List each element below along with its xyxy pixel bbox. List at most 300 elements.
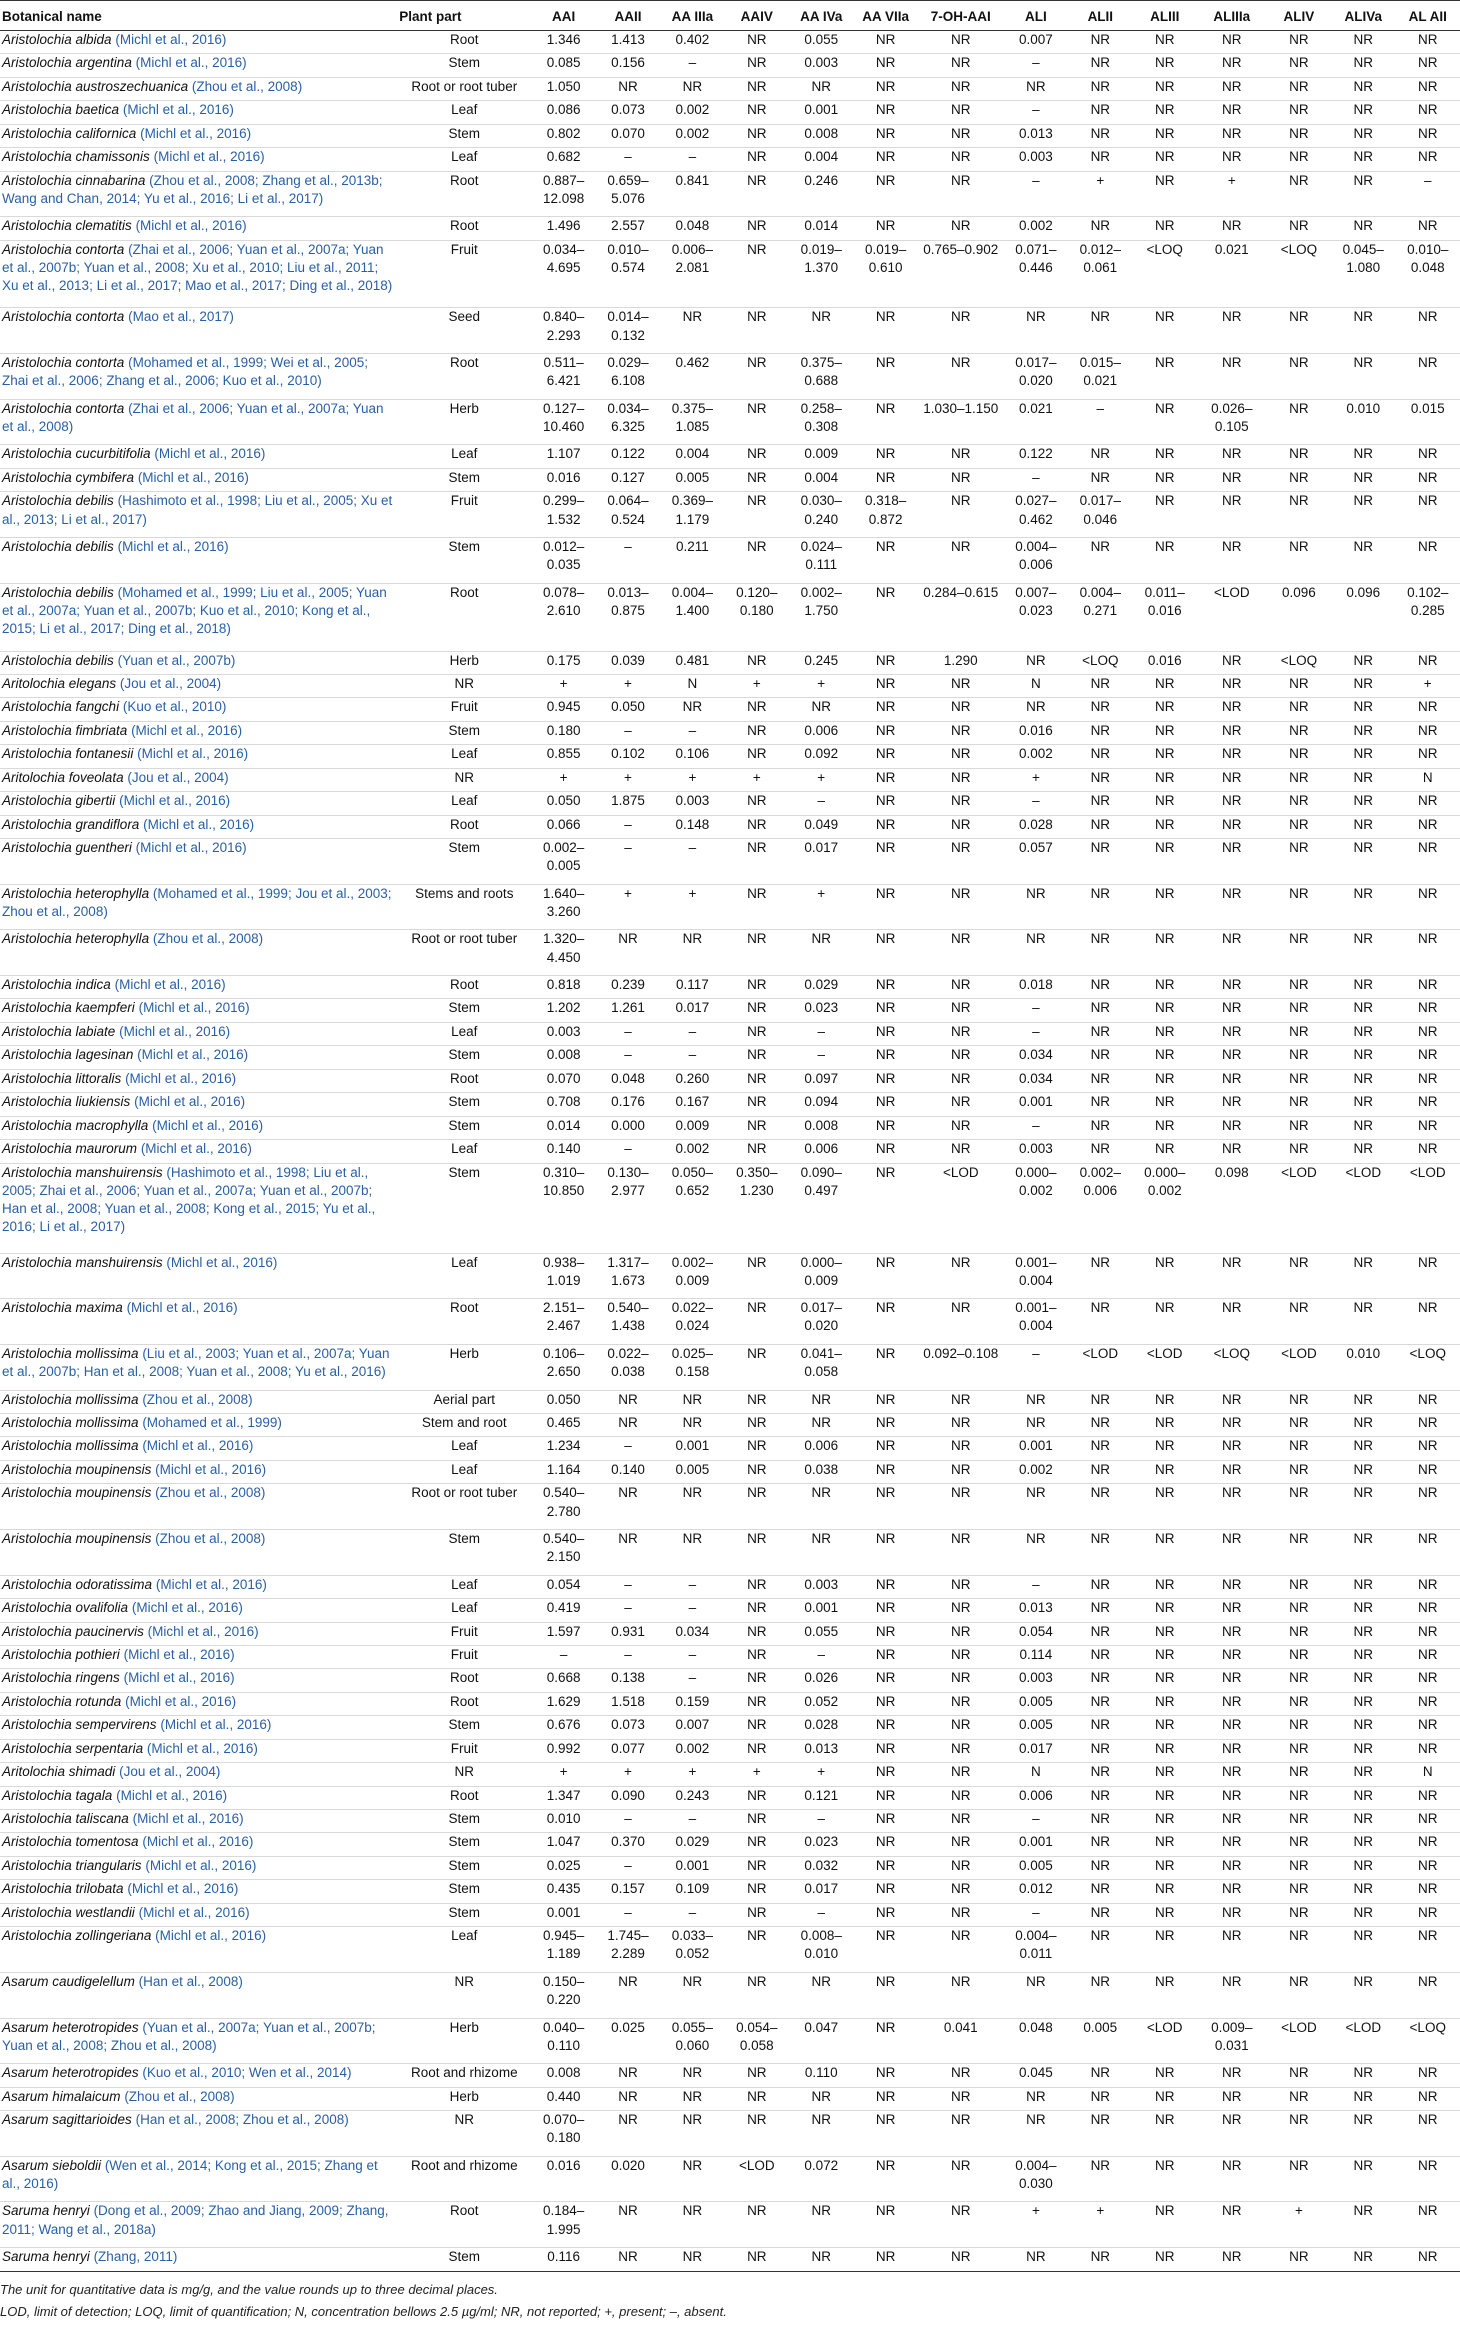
species-name: Saruma henryi bbox=[2, 2203, 90, 2219]
value-cell: NR bbox=[918, 1903, 1004, 1926]
value-cell: NR bbox=[1396, 792, 1460, 815]
table-row bbox=[0, 492, 1460, 538]
value-cell: 0.148 bbox=[660, 815, 724, 838]
value-cell: 1.164 bbox=[531, 1460, 595, 1483]
value-cell: 0.022–0.024 bbox=[660, 1299, 724, 1345]
plant-part-cell: Fruit bbox=[397, 240, 531, 308]
value-cell: NR bbox=[918, 815, 1004, 838]
botanical-name-cell bbox=[0, 2111, 397, 2157]
value-cell: NR bbox=[918, 1253, 1004, 1299]
reference-links[interactable]: (Kuo et al., 2010) bbox=[122, 699, 227, 715]
reference-links[interactable]: (Michl et al., 2016) bbox=[155, 1928, 267, 1944]
botanical-name-cell bbox=[0, 445, 397, 468]
value-cell: 1.347 bbox=[531, 1786, 595, 1809]
reference-links[interactable]: (Zhai et al., 2006; Yuan et al., 2007a; Yuan et al., 2008) bbox=[2, 400, 384, 435]
value-cell: NR bbox=[918, 101, 1004, 124]
plant-part-cell: Stem bbox=[397, 1116, 531, 1139]
table-row bbox=[0, 468, 1460, 491]
value-cell: <LOD bbox=[1267, 1344, 1331, 1390]
value-cell: 0.021 bbox=[1197, 240, 1267, 308]
value-cell: NR bbox=[853, 1880, 917, 1903]
value-cell: NR bbox=[1396, 1046, 1460, 1069]
value-cell: – bbox=[596, 1810, 660, 1833]
reference-links[interactable]: (Wen et al., 2014; Kong et al., 2015; Zhang et al., 2016) bbox=[2, 2157, 378, 2191]
value-cell: 1.413 bbox=[596, 30, 660, 53]
reference-links[interactable]: (Michl et al., 2016) bbox=[154, 446, 266, 462]
reference-links[interactable]: (Jou et al., 2004) bbox=[119, 675, 222, 691]
value-cell: NR bbox=[918, 1414, 1004, 1437]
reference-links[interactable]: (Mohamed et al., 1999; Wei et al., 2005; Zhai et al., 2006; Zhang et al., 2006; Kuo et al., 2010) bbox=[2, 355, 368, 389]
value-cell: 0.029 bbox=[660, 1833, 724, 1856]
species-name: Asarum heterotropides bbox=[2, 2019, 139, 2035]
column-header: ALI bbox=[1004, 1, 1068, 31]
value-cell: NR bbox=[725, 148, 789, 171]
reference-links[interactable]: (Michl et al., 2016) bbox=[140, 1141, 252, 1157]
table-row bbox=[0, 2202, 1460, 2248]
plant-part-cell: Aerial part bbox=[397, 1390, 531, 1413]
value-cell: NR bbox=[1331, 1140, 1395, 1163]
reference-links[interactable]: (Mao et al., 2017) bbox=[128, 309, 234, 325]
value-cell: NR bbox=[725, 445, 789, 468]
reference-links[interactable]: (Zhou et al., 2008) bbox=[191, 78, 303, 94]
value-cell: NR bbox=[1133, 217, 1197, 240]
value-cell: 0.092–0.108 bbox=[918, 1344, 1004, 1390]
reference-links[interactable]: (Michl et al., 2016) bbox=[131, 1600, 243, 1616]
reference-links[interactable]: (Jou et al., 2004) bbox=[119, 1764, 221, 1780]
reference-links[interactable]: (Michl et al., 2016) bbox=[152, 1117, 264, 1133]
value-cell: 0.041–0.058 bbox=[789, 1344, 853, 1390]
value-cell: NR bbox=[1133, 1927, 1197, 1973]
value-cell: NR bbox=[1197, 1575, 1267, 1598]
value-cell: 0.090–0.497 bbox=[789, 1163, 853, 1253]
value-cell: 0.003 bbox=[660, 792, 724, 815]
value-cell: 0.011–0.016 bbox=[1133, 583, 1197, 651]
table-row bbox=[0, 399, 1460, 445]
value-cell: NR bbox=[1068, 1069, 1132, 1092]
value-cell: 0.010 bbox=[1331, 399, 1395, 445]
value-cell: NR bbox=[725, 1622, 789, 1645]
value-cell: NR bbox=[1068, 1669, 1132, 1692]
value-cell: NR bbox=[918, 1575, 1004, 1598]
value-cell: NR bbox=[1331, 77, 1395, 100]
value-cell: 0.025 bbox=[531, 1856, 595, 1879]
value-cell: NR bbox=[1068, 445, 1132, 468]
reference-links[interactable]: (Michl et al., 2016) bbox=[145, 1857, 257, 1873]
reference-links[interactable]: (Zhou et al., 2008) bbox=[124, 2088, 235, 2104]
plant-part-cell: Stem bbox=[397, 839, 531, 885]
column-header: AAI bbox=[531, 1, 595, 31]
value-cell: 0.015–0.021 bbox=[1068, 354, 1132, 400]
value-cell: NR bbox=[725, 537, 789, 583]
value-cell: NR bbox=[660, 2111, 724, 2157]
value-cell: 0.668 bbox=[531, 1669, 595, 1692]
reference-links[interactable]: (Michl et al., 2016) bbox=[125, 1070, 237, 1086]
value-cell: <LOQ bbox=[1068, 651, 1132, 674]
value-cell: NR bbox=[1133, 1622, 1197, 1645]
value-cell: NR bbox=[1396, 1299, 1460, 1345]
value-cell: 0.167 bbox=[660, 1093, 724, 1116]
reference-links[interactable]: (Michl et al., 2016) bbox=[153, 149, 265, 165]
reference-links[interactable]: (Michl et al., 2016) bbox=[122, 102, 234, 118]
value-cell: 0.004–0.030 bbox=[1004, 2156, 1068, 2202]
value-cell: NR bbox=[1267, 1299, 1331, 1345]
value-cell: 1.261 bbox=[596, 999, 660, 1022]
value-cell: 0.002–1.750 bbox=[789, 583, 853, 651]
value-cell: + bbox=[1396, 674, 1460, 697]
reference-links[interactable]: (Zhou et al., 2008) bbox=[142, 1391, 253, 1407]
table-row bbox=[0, 54, 1460, 77]
value-cell: 0.002 bbox=[660, 1140, 724, 1163]
value-cell: NR bbox=[660, 77, 724, 100]
value-cell: 2.151–2.467 bbox=[531, 1299, 595, 1345]
botanical-name-cell bbox=[0, 1903, 397, 1926]
value-cell: NR bbox=[1331, 1253, 1395, 1299]
value-cell: 0.004–0.271 bbox=[1068, 583, 1132, 651]
reference-links[interactable]: (Zhai et al., 2006; Yuan et al., 2007a; Yuan et al., 2007b; Yuan et al., 2008; Xu et al., 2010; Liu et al., 2011; Xu et al., 2013; Li et al., 2017; Mao et al., 2017; Ding et al., 2018) bbox=[2, 241, 393, 294]
value-cell: NR bbox=[1068, 1575, 1132, 1598]
species-name: Aristolochia indica bbox=[2, 977, 111, 992]
value-cell: 0.659–5.076 bbox=[596, 171, 660, 217]
value-cell: NR bbox=[1133, 399, 1197, 445]
reference-links[interactable]: (Michl et al., 2016) bbox=[123, 1646, 235, 1662]
value-cell: NR bbox=[725, 54, 789, 77]
value-cell: NR bbox=[918, 468, 1004, 491]
value-cell: 0.049 bbox=[789, 815, 853, 838]
table-row bbox=[0, 148, 1460, 171]
value-cell: 0.239 bbox=[596, 976, 660, 999]
botanical-name-cell bbox=[0, 492, 397, 538]
value-cell: NR bbox=[596, 77, 660, 100]
plant-part-cell: Leaf bbox=[397, 1253, 531, 1299]
reference-links[interactable]: (Zhou et al., 2008) bbox=[155, 1485, 266, 1501]
value-cell: 0.176 bbox=[596, 1093, 660, 1116]
value-cell: 0.945–1.189 bbox=[531, 1927, 595, 1973]
reference-links[interactable]: (Michl et al., 2016) bbox=[137, 1047, 249, 1063]
value-cell: NR bbox=[1331, 792, 1395, 815]
table-row bbox=[0, 768, 1460, 791]
value-cell: NR bbox=[1133, 1484, 1197, 1530]
reference-links[interactable]: (Michl et al., 2016) bbox=[115, 31, 227, 47]
value-cell: 0.299–1.532 bbox=[531, 492, 595, 538]
plant-part-cell: Leaf bbox=[397, 1575, 531, 1598]
value-cell: 0.017–0.020 bbox=[789, 1299, 853, 1345]
value-cell: 0.071–0.446 bbox=[1004, 240, 1068, 308]
reference-links[interactable]: (Hashimoto et al., 1998; Liu et al., 2005; Xu et al., 2013; Li et al., 2017) bbox=[2, 493, 393, 527]
value-cell: NR bbox=[1197, 1786, 1267, 1809]
table-row bbox=[0, 930, 1460, 976]
value-cell: NR bbox=[918, 999, 1004, 1022]
reference-links[interactable]: (Michl et al., 2016) bbox=[137, 746, 249, 762]
reference-links[interactable]: (Michl et al., 2016) bbox=[117, 538, 229, 554]
value-cell: NR bbox=[725, 1575, 789, 1598]
reference-links[interactable]: (Zhou et al., 2008; Zhang et al., 2013b; Wang and Chan, 2014; Yu et al., 2016; Li et al., 2017) bbox=[2, 172, 383, 206]
value-cell: NR bbox=[1197, 492, 1267, 538]
botanical-name-cell bbox=[0, 101, 397, 124]
value-cell: NR bbox=[918, 674, 1004, 697]
value-cell: NR bbox=[1396, 217, 1460, 240]
value-cell: NR bbox=[1331, 308, 1395, 354]
value-cell: NR bbox=[1068, 1622, 1132, 1645]
reference-links[interactable]: (Michl et al., 2016) bbox=[147, 1623, 259, 1639]
species-name: Aristolochia fangchi bbox=[2, 699, 120, 715]
value-cell: NR bbox=[1068, 1116, 1132, 1139]
reference-links[interactable]: (Michl et al., 2016) bbox=[125, 1693, 237, 1709]
value-cell: NR bbox=[725, 1140, 789, 1163]
value-cell: 0.001 bbox=[660, 1437, 724, 1460]
value-cell: NR bbox=[853, 468, 917, 491]
value-cell: – bbox=[1004, 468, 1068, 491]
value-cell: NR bbox=[1267, 1856, 1331, 1879]
botanical-name-cell bbox=[0, 1344, 397, 1390]
table-row bbox=[0, 1484, 1460, 1530]
plant-part-cell: Stem bbox=[397, 2248, 531, 2272]
value-cell: NR bbox=[1133, 1669, 1197, 1692]
reference-links[interactable]: (Han et al., 2008; Zhou et al., 2008) bbox=[135, 2112, 349, 2128]
value-cell: NR bbox=[1197, 2064, 1267, 2087]
reference-links[interactable]: (Liu et al., 2003; Yuan et al., 2007a; Yuan et al., 2007b; Han et al., 2008; Yuan et al., 2008; Yu et al., 2016) bbox=[2, 1345, 390, 1380]
reference-links[interactable]: (Yuan et al., 2007a; Yuan et al., 2007b; Yuan et al., 2008; Zhou et al., 2008) bbox=[2, 2019, 376, 2053]
value-cell: – bbox=[596, 1645, 660, 1668]
reference-links[interactable]: (Michl et al., 2016) bbox=[142, 1834, 254, 1850]
reference-links[interactable]: (Michl et al., 2016) bbox=[131, 722, 243, 738]
value-cell: 0.050 bbox=[596, 698, 660, 721]
value-cell: NR bbox=[1133, 1880, 1197, 1903]
reference-links[interactable]: (Michl et al., 2016) bbox=[138, 1904, 250, 1920]
botanical-name-cell bbox=[0, 2064, 397, 2087]
reference-links[interactable]: (Zhou et al., 2008) bbox=[155, 1530, 266, 1546]
value-cell: NR bbox=[1396, 1927, 1460, 1973]
table-row bbox=[0, 1903, 1460, 1926]
reference-links[interactable]: (Mohamed et al., 1999) bbox=[142, 1415, 282, 1431]
reference-links[interactable]: (Michl et al., 2016) bbox=[160, 1717, 272, 1733]
value-cell: 0.005 bbox=[1004, 1856, 1068, 1879]
value-cell: 0.019–1.370 bbox=[789, 240, 853, 308]
plant-part-cell: Herb bbox=[397, 651, 531, 674]
reference-links[interactable]: (Michl et al., 2016) bbox=[126, 1300, 238, 1316]
value-cell: NR bbox=[1396, 2111, 1460, 2157]
reference-links[interactable]: (Jou et al., 2004) bbox=[127, 769, 229, 785]
value-cell: 0.001–0.004 bbox=[1004, 1253, 1068, 1299]
value-cell: NR bbox=[596, 2064, 660, 2087]
botanical-name-cell bbox=[0, 537, 397, 583]
value-cell: NR bbox=[789, 77, 853, 100]
value-cell: – bbox=[660, 148, 724, 171]
reference-links[interactable]: (Dong et al., 2009; Zhao and Jiang, 2009; Zhang, 2011; Wang et al., 2018a) bbox=[2, 2203, 389, 2237]
value-cell: NR bbox=[1267, 1739, 1331, 1762]
value-cell: NR bbox=[1396, 1484, 1460, 1530]
value-cell: 1.597 bbox=[531, 1622, 595, 1645]
value-cell: NR bbox=[918, 930, 1004, 976]
value-cell: NR bbox=[853, 999, 917, 1022]
value-cell: NR bbox=[918, 1739, 1004, 1762]
value-cell: NR bbox=[1396, 1692, 1460, 1715]
value-cell: NR bbox=[1004, 2087, 1068, 2110]
species-name: Aristolochia trilobata bbox=[2, 1881, 124, 1897]
reference-links[interactable]: (Michl et al., 2016) bbox=[119, 1023, 231, 1039]
reference-links[interactable]: (Han et al., 2008) bbox=[138, 1973, 243, 1989]
reference-links[interactable]: (Michl et al., 2016) bbox=[138, 1000, 250, 1016]
reference-links[interactable]: (Michl et al., 2016) bbox=[135, 218, 247, 234]
value-cell: NR bbox=[853, 1299, 917, 1345]
value-cell: 0.055 bbox=[789, 30, 853, 53]
species-name: Aristolochia mollissima bbox=[2, 1415, 139, 1431]
value-cell: NR bbox=[1197, 354, 1267, 400]
reference-links[interactable]: (Michl et al., 2016) bbox=[123, 1670, 235, 1686]
value-cell: NR bbox=[853, 721, 917, 744]
value-cell: 0.097 bbox=[789, 1069, 853, 1092]
value-cell: NR bbox=[853, 1669, 917, 1692]
species-name: Aristolochia austroszechuanica bbox=[2, 78, 189, 94]
value-cell: NR bbox=[1331, 124, 1395, 147]
value-cell: – bbox=[660, 1575, 724, 1598]
value-cell: 0.098 bbox=[1197, 1163, 1267, 1253]
value-cell: 0.054–0.058 bbox=[725, 2018, 789, 2064]
reference-links[interactable]: (Michl et al., 2016) bbox=[166, 1254, 278, 1270]
value-cell: NR bbox=[725, 976, 789, 999]
value-cell: NR bbox=[1133, 1299, 1197, 1345]
value-cell: NR bbox=[1068, 698, 1132, 721]
table-row bbox=[0, 171, 1460, 217]
species-name: Aristolochia mollissima bbox=[2, 1391, 139, 1407]
reference-links[interactable]: (Kuo et al., 2010; Wen et al., 2014) bbox=[142, 2065, 352, 2081]
value-cell: NR bbox=[596, 2111, 660, 2157]
value-cell: NR bbox=[725, 698, 789, 721]
reference-links[interactable]: (Hashimoto et al., 1998; Liu et al., 2005; Zhai et al., 2006; Yuan et al., 2007a; Yuan et al., 2007b; Han et al., 2008; Yuan et al., 2008; Kong et al., 2015; Yu et al., 2016; Li et al., 2017) bbox=[2, 1164, 376, 1235]
reference-links[interactable]: (Michl et al., 2016) bbox=[137, 469, 249, 485]
value-cell: 0.708 bbox=[531, 1093, 595, 1116]
value-cell: 0.000–0.002 bbox=[1133, 1163, 1197, 1253]
reference-links[interactable]: (Michl et al., 2016) bbox=[116, 1787, 228, 1803]
reference-links[interactable]: (Zhang, 2011) bbox=[93, 2249, 178, 2265]
plant-part-cell: Leaf bbox=[397, 445, 531, 468]
reference-links[interactable]: (Michl et al., 2016) bbox=[142, 1438, 254, 1454]
value-cell: NR bbox=[1267, 399, 1331, 445]
reference-links[interactable]: (Michl et al., 2016) bbox=[134, 1094, 246, 1110]
value-cell: NR bbox=[1004, 308, 1068, 354]
value-cell: NR bbox=[853, 445, 917, 468]
species-name: Aristolochia debilis bbox=[2, 652, 114, 668]
value-cell: 0.003 bbox=[531, 1022, 595, 1045]
value-cell: NR bbox=[853, 651, 917, 674]
value-cell: NR bbox=[1331, 1927, 1395, 1973]
value-cell: 0.007 bbox=[1004, 30, 1068, 53]
reference-links[interactable]: (Zhou et al., 2008) bbox=[152, 931, 264, 947]
reference-links[interactable]: (Michl et al., 2016) bbox=[127, 1881, 239, 1897]
value-cell: 0.184–1.995 bbox=[531, 2202, 595, 2248]
reference-links[interactable]: (Michl et al., 2016) bbox=[155, 1576, 267, 1592]
value-cell: NR bbox=[725, 1880, 789, 1903]
botanical-name-cell bbox=[0, 1833, 397, 1856]
value-cell: – bbox=[596, 1046, 660, 1069]
value-cell: NR bbox=[1396, 1856, 1460, 1879]
value-cell: NR bbox=[1267, 2156, 1331, 2202]
value-cell: 0.676 bbox=[531, 1716, 595, 1739]
value-cell: N bbox=[1396, 1763, 1460, 1786]
species-name: Aristolochia gibertii bbox=[2, 793, 116, 809]
value-cell: <LOQ bbox=[1396, 2018, 1460, 2064]
value-cell: 0.094 bbox=[789, 1093, 853, 1116]
value-cell: NR bbox=[596, 1484, 660, 1530]
value-cell: NR bbox=[725, 217, 789, 240]
value-cell: NR bbox=[1068, 1880, 1132, 1903]
value-cell: NR bbox=[918, 77, 1004, 100]
reference-links[interactable]: (Michl et al., 2016) bbox=[140, 125, 252, 141]
value-cell: 0.012–0.035 bbox=[531, 537, 595, 583]
value-cell: NR bbox=[1396, 2087, 1460, 2110]
value-cell: NR bbox=[1331, 651, 1395, 674]
reference-links[interactable]: (Michl et al., 2016) bbox=[146, 1740, 258, 1756]
reference-links[interactable]: (Mohamed et al., 1999; Liu et al., 2005; Yuan et al., 2007a; Yuan et al., 2007b; Kuo et al., 2010; Kong et al., 2015; Li et al., 2017; Ding et al., 2018) bbox=[2, 584, 387, 637]
plant-part-cell: Root bbox=[397, 976, 531, 999]
reference-links[interactable]: (Michl et al., 2016) bbox=[114, 977, 226, 992]
value-cell: NR bbox=[1133, 148, 1197, 171]
value-cell: NR bbox=[1133, 101, 1197, 124]
value-cell: 0.175 bbox=[531, 651, 595, 674]
reference-links[interactable]: (Michl et al., 2016) bbox=[155, 1461, 267, 1477]
value-cell: NR bbox=[1197, 2248, 1267, 2272]
reference-links[interactable]: (Mohamed et al., 1999; Jou et al., 2003; Zhou et al., 2008) bbox=[2, 885, 392, 919]
value-cell: NR bbox=[725, 721, 789, 744]
reference-links[interactable]: (Michl et al., 2016) bbox=[119, 793, 231, 809]
botanical-name-cell bbox=[0, 1599, 397, 1622]
value-cell: NR bbox=[596, 2202, 660, 2248]
value-cell: NR bbox=[1133, 1116, 1197, 1139]
plant-part-cell: Leaf bbox=[397, 101, 531, 124]
value-cell: <LOD bbox=[918, 1163, 1004, 1253]
column-header: ALIVa bbox=[1331, 1, 1395, 31]
value-cell: NR bbox=[1068, 1739, 1132, 1762]
value-cell: 0.002 bbox=[660, 101, 724, 124]
value-cell: NR bbox=[1396, 1069, 1460, 1092]
value-cell: NR bbox=[1068, 1299, 1132, 1345]
reference-links[interactable]: (Michl et al., 2016) bbox=[132, 1811, 244, 1827]
species-name: Aristolochia debilis bbox=[2, 493, 114, 509]
species-name: Aristolochia moupinensis bbox=[2, 1530, 152, 1546]
value-cell: NR bbox=[1267, 1692, 1331, 1715]
value-cell: NR bbox=[1068, 1390, 1132, 1413]
value-cell: NR bbox=[1197, 1716, 1267, 1739]
value-cell: NR bbox=[1396, 468, 1460, 491]
reference-links[interactable]: (Michl et al., 2016) bbox=[135, 840, 247, 856]
reference-links[interactable]: (Michl et al., 2016) bbox=[143, 816, 255, 832]
value-cell: NR bbox=[1267, 492, 1331, 538]
botanical-name-cell bbox=[0, 54, 397, 77]
value-cell: – bbox=[596, 1575, 660, 1598]
value-cell: 0.008 bbox=[789, 124, 853, 147]
value-cell: NR bbox=[725, 1484, 789, 1530]
value-cell: NR bbox=[789, 2087, 853, 2110]
value-cell: 0.022–0.038 bbox=[596, 1344, 660, 1390]
species-name: Aristolochia cucurbitifolia bbox=[2, 446, 151, 462]
value-cell: 0.025 bbox=[596, 2018, 660, 2064]
reference-links[interactable]: (Michl et al., 2016) bbox=[135, 55, 247, 71]
value-cell: 0.000 bbox=[596, 1116, 660, 1139]
value-cell: NR bbox=[1267, 54, 1331, 77]
value-cell: NR bbox=[725, 1344, 789, 1390]
value-cell: NR bbox=[660, 2087, 724, 2110]
table-row bbox=[0, 30, 1460, 53]
value-cell: 0.014 bbox=[531, 1116, 595, 1139]
value-cell: NR bbox=[1331, 1880, 1395, 1903]
value-cell: NR bbox=[789, 698, 853, 721]
value-cell: NR bbox=[1133, 2156, 1197, 2202]
value-cell: NR bbox=[725, 1116, 789, 1139]
value-cell: NR bbox=[1004, 1972, 1068, 2018]
value-cell: NR bbox=[725, 1069, 789, 1092]
reference-links[interactable]: (Yuan et al., 2007b) bbox=[117, 652, 236, 668]
plant-part-cell: Seed bbox=[397, 308, 531, 354]
value-cell: + bbox=[725, 674, 789, 697]
